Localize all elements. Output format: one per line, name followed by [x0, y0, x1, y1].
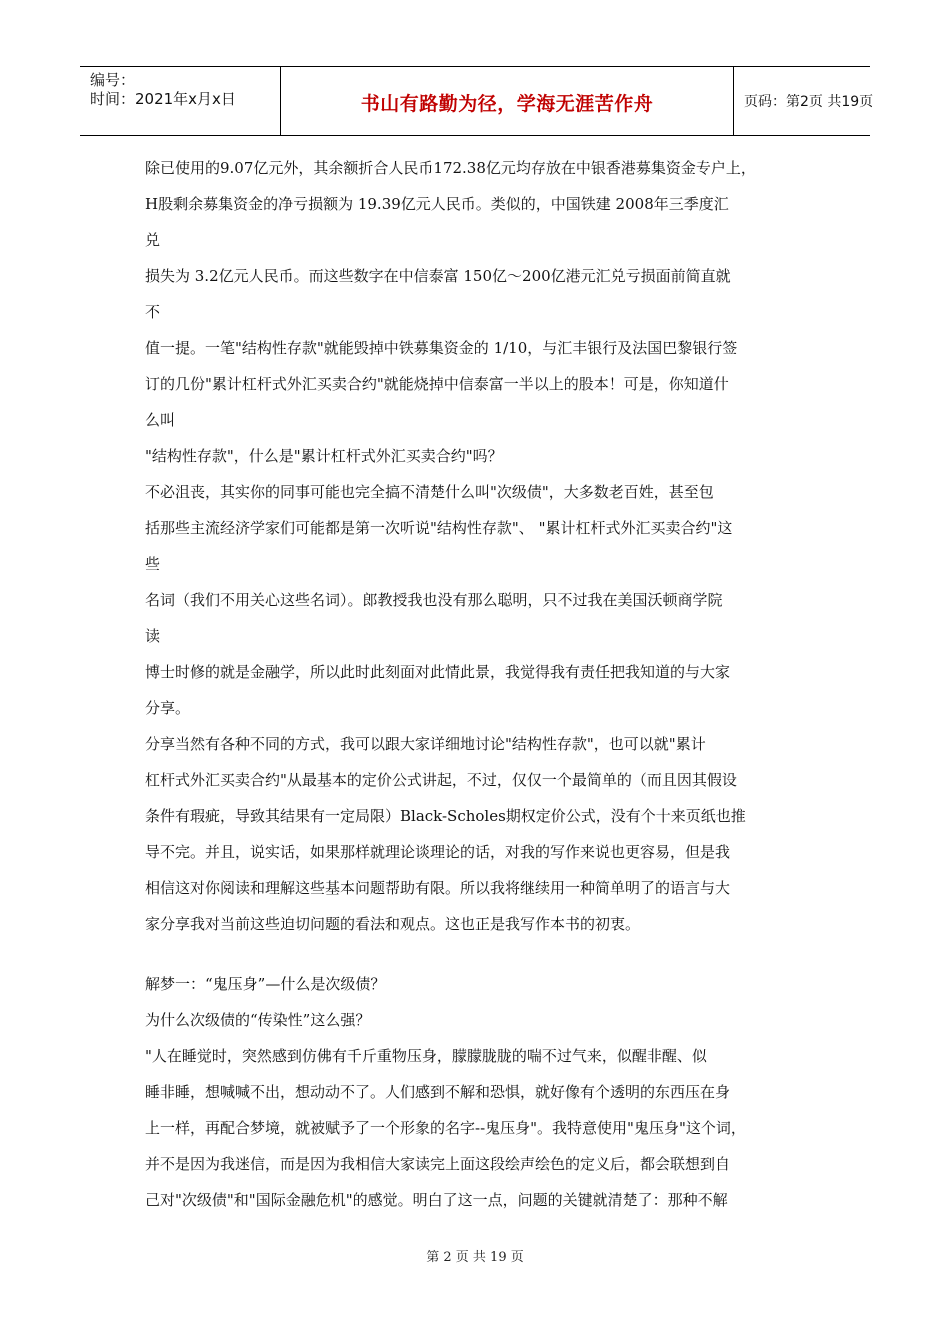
body-line: "人在睡觉时，突然感到仿佛有千斤重物压身，朦朦胧胧的喘不过气来，似醒非醒、似 — [145, 1047, 707, 1065]
body-line: 为什么次级债的“传染性”这么强？ — [145, 1011, 371, 1029]
body-line: 不必沮丧，其实你的同事可能也完全搞不清楚什么叫"次级债"，大多数老百姓，甚至包 — [145, 483, 714, 501]
body-line: 么叫 — [145, 411, 176, 429]
body-line: 分享。 — [145, 699, 191, 717]
body-line: 博士时修的就是金融学，所以此时此刻面对此情此景，我觉得我有责任把我知道的与大家 — [145, 663, 731, 681]
number-label: 编号： — [90, 71, 136, 89]
body-line: 订的几份"累计杠杆式外汇买卖合约"就能烧掉中信泰富一半以上的股本！可是，你知道什 — [145, 375, 729, 393]
page-label: 页码：第2页 共19页 — [744, 94, 874, 110]
body-line — [145, 942, 815, 966]
header-meta-cell — [80, 67, 281, 135]
body-line: 兑 — [145, 231, 161, 249]
body-line: 不 — [145, 303, 161, 321]
body-line: 损失为 3.2亿元人民币。而这些数字在中信泰富 150亿～200亿港元汇兑亏损面前简直就 — [145, 267, 731, 285]
body-line: 相信这对你阅读和理解这些基本问题帮助有限。所以我将继续用一种简单明了的语言与大 — [145, 879, 731, 897]
body-line: 上一样，再配合梦境，就被赋予了一个形象的名字--鬼压身"。我特意使用"鬼压身"这个词， — [145, 1119, 746, 1137]
body-text — [145, 150, 815, 1218]
body-line: 导不完。并且，说实话，如果那样就理论谈理论的话，对我的写作来说也更容易，但是我 — [145, 843, 731, 861]
body-line: 家分享我对当前这些迫切问题的看法和观点。这也正是我写作本书的初衷。 — [145, 915, 641, 933]
header-table — [80, 66, 874, 136]
body-line: 读 — [145, 627, 161, 645]
body-line: 杠杆式外汇买卖合约"从最基本的定价公式讲起，不过，仅仅一个最简单的（而且因其假设 — [145, 771, 737, 789]
body-line: 括那些主流经济学家们可能都是第一次听说"结构性存款"、 "累计杠杆式外汇买卖合约"这 — [145, 519, 733, 537]
body-line: 解梦一：“鬼压身”—什么是次级债？ — [145, 975, 386, 993]
body-line: 条件有瑕疵，导致其结果有一定局限）Black-Scholes期权定价公式，没有个十来页纸也推 — [145, 807, 746, 825]
body-line: 除已使用的9.07亿元外，其余额折合人民币172.38亿元均存放在中银香港募集资金专户上， — [145, 159, 756, 177]
motto: 书山有路勤为径，学海无涯苦作舟 — [360, 93, 654, 115]
body-line: 值一提。一笔"结构性存款"就能毁掉中铁募集资金的 1/10，与汇丰银行及法国巴黎银行签 — [145, 339, 738, 357]
body-line: 名词（我们不用关心这些名词）。郎教授我也没有那么聪明，只不过我在美国沃顿商学院 — [145, 591, 723, 609]
body-line: H股剩余募集资金的净亏损额为 19.39亿元人民币。类似的，中国铁建 2008年三季度汇 — [145, 195, 729, 213]
body-line: 分享当然有各种不同的方式，我可以跟大家详细地讨论"结构性存款"，也可以就"累计 — [145, 735, 706, 753]
page-footer: 第 2 页 共 19 页 — [426, 1250, 524, 1265]
body-line: 些 — [145, 555, 161, 573]
body-line: "结构性存款"，什么是"累计杠杆式外汇买卖合约"吗？ — [145, 447, 503, 465]
body-line: 己对"次级债"和"国际金融危机"的感觉。明白了这一点，问题的关键就清楚了：那种不解 — [145, 1191, 728, 1209]
body-line: 并不是因为我迷信，而是因为我相信大家读完上面这段绘声绘色的定义后，都会联想到自 — [145, 1155, 731, 1173]
body-line: 睡非睡，想喊喊不出，想动动不了。人们感到不解和恐惧，就好像有个透明的东西压在身 — [145, 1083, 731, 1101]
header-page-cell — [734, 67, 874, 135]
header-motto-cell — [281, 67, 734, 135]
date-label: 时间：2021年x月x日 — [90, 90, 236, 108]
